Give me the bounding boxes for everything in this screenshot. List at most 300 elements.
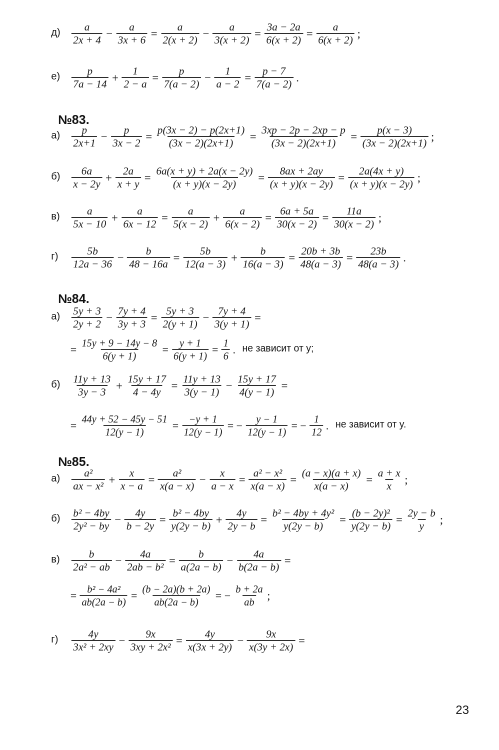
- operator: +: [111, 210, 118, 225]
- numerator: y + 1: [179, 337, 202, 350]
- equation-line: [0, 338, 491, 361]
- operator: =: [249, 129, 257, 144]
- operator: .: [296, 70, 299, 85]
- numerator: 4a: [253, 547, 265, 561]
- numerator: (b − 2y)²: [351, 506, 390, 520]
- denominator: x(a − x): [159, 479, 195, 493]
- numerator: 15y + 17: [127, 372, 167, 386]
- denominator: 12: [311, 425, 322, 438]
- operator: =: [298, 633, 305, 648]
- denominator: (3x − 2)(2x+1): [168, 136, 234, 150]
- equation-line: [0, 374, 491, 398]
- fraction: [179, 549, 223, 573]
- denominator: x − a: [120, 479, 143, 493]
- operator: =: [152, 70, 159, 85]
- operator: =: [254, 26, 262, 41]
- numerator: 9x: [145, 627, 156, 641]
- denominator: (x + y)(x − 2y): [172, 177, 236, 191]
- operator: −: [202, 26, 210, 41]
- fraction: [71, 374, 112, 398]
- denominator: 6(y + 1): [102, 349, 137, 362]
- operator: .: [325, 419, 329, 432]
- numerator: 7y + 4: [117, 304, 146, 318]
- item-label: в): [51, 211, 60, 223]
- operator: = −: [291, 419, 307, 432]
- fraction: [300, 468, 362, 492]
- numerator: b² − 4by: [172, 506, 209, 520]
- numerator: (a − x)(a + x): [301, 466, 361, 480]
- fraction: [121, 206, 158, 230]
- denominator: 4 − 4y: [133, 385, 161, 399]
- operator: −: [106, 26, 113, 41]
- operator: = −: [215, 589, 231, 602]
- operator: =: [159, 512, 166, 527]
- numerator: 4a: [140, 547, 151, 561]
- fraction: [71, 166, 102, 190]
- operator: =: [254, 310, 262, 325]
- fraction: [332, 206, 376, 230]
- operator: =: [288, 250, 296, 265]
- denominator: 12a − 36: [73, 257, 113, 271]
- fraction: [111, 125, 142, 149]
- equation-line: [0, 306, 491, 330]
- fraction: [161, 306, 199, 330]
- numerator: 5b: [200, 244, 211, 258]
- denominator: y(2y − b): [171, 519, 211, 533]
- fraction: [260, 125, 347, 149]
- fraction: [116, 166, 141, 190]
- numerator: 1: [132, 64, 138, 78]
- numerator: 20b + 3b: [301, 244, 341, 258]
- fraction: [316, 22, 354, 46]
- numerator: 9x: [266, 627, 277, 641]
- numerator: 44y + 52 − 45y − 51: [81, 413, 168, 426]
- operator: ;: [417, 170, 421, 185]
- numerator: 15y + 17: [237, 372, 276, 386]
- fraction: [161, 22, 199, 46]
- item-label: б): [51, 171, 61, 183]
- operator: −: [114, 512, 122, 527]
- denominator: 2y − b: [227, 519, 256, 533]
- numerator: p: [123, 123, 130, 137]
- numerator: 7y + 4: [218, 304, 246, 318]
- denominator: 7a − 14: [73, 77, 107, 91]
- fraction: [116, 306, 147, 330]
- numerator: b: [260, 244, 266, 258]
- exercise-heading: №84.: [58, 292, 90, 306]
- denominator: b − 2y: [126, 519, 155, 533]
- denominator: x(3y + 2x): [249, 640, 294, 654]
- denominator: 3x² + 2xy: [73, 640, 114, 654]
- numerator: 3xp − 2p − 2xp − p: [261, 123, 346, 137]
- operator: −: [226, 553, 234, 568]
- fraction: [226, 508, 257, 532]
- numerator: 2a: [122, 164, 134, 178]
- numerator: 11y + 13: [183, 372, 221, 386]
- operator: =: [338, 170, 345, 185]
- numerator: a: [332, 20, 339, 34]
- fraction: [348, 166, 415, 190]
- fraction: [356, 246, 400, 270]
- equation-line: [0, 414, 491, 437]
- equation-line: [0, 629, 491, 653]
- numerator: 11a: [346, 204, 362, 218]
- operator: =: [306, 26, 313, 41]
- denominator: 3(y + 1): [214, 317, 250, 331]
- operator: =: [212, 343, 219, 356]
- operator: +: [215, 512, 223, 527]
- numerator: p: [87, 64, 93, 78]
- fraction: [71, 306, 102, 330]
- numerator: b: [198, 547, 204, 561]
- denominator: (3x − 2)(2x+1): [362, 136, 427, 150]
- numerator: 2a(4x + y): [359, 164, 404, 178]
- fraction: [80, 414, 169, 437]
- fraction: [122, 66, 149, 90]
- numerator: b² − 4by: [73, 506, 110, 520]
- operator: =: [161, 210, 168, 225]
- page-number: 23: [455, 703, 469, 717]
- numerator: 5y + 3: [166, 304, 194, 318]
- fraction: [125, 508, 156, 532]
- fraction: [125, 549, 165, 573]
- numerator: 4y: [204, 627, 215, 641]
- denominator: 2(x + 2): [162, 33, 198, 47]
- operator: +: [108, 472, 116, 487]
- denominator: 2a² − ab: [73, 560, 110, 574]
- numerator: b² − 4by + 4y²: [272, 506, 335, 520]
- operator: +: [230, 250, 238, 265]
- denominator: (3x − 2)(2x+1): [271, 136, 336, 150]
- fraction: [310, 414, 324, 437]
- operator: =: [162, 343, 169, 356]
- operator: =: [172, 419, 179, 432]
- denominator: y(2y − b): [351, 519, 391, 533]
- denominator: 48(a − 3): [358, 257, 399, 271]
- numerator: 1: [314, 413, 320, 426]
- operator: −: [115, 553, 122, 568]
- exercise-heading: №85.: [58, 455, 90, 469]
- numerator: 3a − 2a: [266, 20, 301, 34]
- fraction: [237, 549, 281, 573]
- operator: −: [118, 633, 126, 648]
- operator: =: [395, 512, 403, 527]
- operator: =: [173, 250, 180, 265]
- fraction: [129, 629, 173, 653]
- item-label: а): [51, 473, 61, 485]
- fraction: [376, 468, 402, 492]
- item-label: б): [51, 513, 61, 525]
- operator: =: [366, 472, 373, 487]
- operator: =: [238, 472, 246, 487]
- numerator: a: [187, 204, 194, 218]
- item-label: б): [51, 379, 61, 391]
- denominator: (x + y)(x − 2y): [269, 177, 333, 191]
- operator: =: [281, 378, 288, 393]
- denominator: 6(x + 2): [318, 33, 353, 47]
- operator: .: [232, 343, 236, 356]
- numerator: a: [129, 20, 135, 34]
- numerator: 4y: [236, 506, 247, 520]
- fraction: [241, 246, 285, 270]
- denominator: 4(y − 1): [239, 385, 275, 399]
- numerator: a: [239, 204, 246, 218]
- denominator: (x + y)(x − 2y): [349, 177, 413, 191]
- fraction: [209, 468, 235, 492]
- fraction: [247, 629, 295, 653]
- numerator: p(x − 3): [377, 123, 412, 137]
- denominator: 16(a − 3): [242, 257, 284, 271]
- operator: −: [117, 250, 124, 265]
- fraction: [299, 246, 343, 270]
- denominator: x: [386, 479, 392, 493]
- denominator: 6(x − 2): [225, 217, 260, 231]
- denominator: x(a − x): [250, 479, 285, 493]
- numerator: 4y: [135, 506, 146, 520]
- denominator: 6(y + 1): [173, 349, 207, 362]
- denominator: ax − x²: [73, 479, 104, 493]
- fraction: [156, 125, 247, 149]
- operator: =: [171, 378, 178, 393]
- fraction: [349, 508, 392, 532]
- operator: ;: [267, 589, 271, 602]
- numerator: a: [177, 20, 183, 34]
- operator: =: [350, 129, 358, 144]
- numerator: 6a + 5a: [280, 204, 314, 218]
- operator: +: [105, 170, 113, 185]
- numerator: 5y + 3: [73, 304, 101, 318]
- fraction: [141, 584, 212, 607]
- fraction: [80, 584, 128, 607]
- equation-line: [0, 22, 491, 46]
- operator: =: [169, 553, 176, 568]
- denominator: 2 − a: [123, 77, 147, 91]
- item-label: е): [51, 71, 61, 83]
- operator: −: [237, 633, 244, 648]
- numerator: −y + 1: [188, 413, 218, 426]
- denominator: x + y: [117, 177, 140, 191]
- fraction: [246, 414, 288, 437]
- numerator: 23b: [370, 244, 387, 258]
- fraction: [154, 166, 254, 190]
- numerator: p − 7: [262, 64, 286, 78]
- numerator: b + 2a: [235, 583, 263, 596]
- numerator: 8ax + 2ay: [279, 164, 323, 178]
- denominator: 3y + 3: [117, 317, 146, 331]
- numerator: a² − x²: [253, 466, 283, 480]
- fraction: [172, 338, 209, 361]
- operator: =: [150, 310, 158, 325]
- operator: ;: [431, 129, 435, 144]
- operator: .: [403, 250, 406, 265]
- denominator: 3x + 6: [117, 33, 146, 47]
- numerator: 4y: [88, 627, 99, 641]
- denominator: 2(y + 1): [162, 317, 198, 331]
- equation-line: [0, 166, 491, 190]
- equation-line: [0, 549, 491, 573]
- remark-text: не зависит от y.: [335, 419, 407, 430]
- numerator: p(3x − 2) − p(2x+1): [157, 123, 245, 137]
- fraction: [181, 374, 222, 398]
- operator: =: [339, 512, 346, 527]
- fraction: [236, 374, 278, 398]
- operator: =: [144, 170, 151, 185]
- numerator: a: [229, 20, 235, 34]
- item-label: а): [51, 130, 61, 142]
- fraction: [215, 66, 242, 90]
- fraction: [268, 166, 335, 190]
- numerator: b² − 4a²: [87, 583, 121, 596]
- numerator: p: [81, 123, 88, 137]
- operator: =: [322, 210, 329, 225]
- fraction: [80, 338, 159, 361]
- numerator: 2y − b: [407, 506, 436, 520]
- operator: =: [265, 210, 272, 225]
- denominator: 5x − 10: [73, 217, 107, 231]
- denominator: y(2y − b): [283, 519, 324, 533]
- fraction: [71, 22, 102, 46]
- operator: −: [106, 310, 113, 325]
- denominator: 2y² − by: [73, 519, 110, 533]
- numerator: 11y + 13: [73, 372, 111, 386]
- operator: ;: [378, 210, 382, 225]
- denominator: 6(x + 2): [266, 33, 302, 47]
- fraction: [71, 246, 113, 270]
- operator: =: [346, 250, 353, 265]
- remark-text: не зависит от y;: [242, 343, 314, 354]
- fraction: [71, 206, 108, 230]
- fraction: [213, 22, 251, 46]
- operator: =: [130, 589, 138, 602]
- fraction: [183, 246, 227, 270]
- exercise-heading: №83.: [58, 113, 90, 127]
- numerator: 6a: [81, 164, 93, 178]
- equation-line: [0, 206, 491, 230]
- denominator: 5(x − 2): [173, 217, 209, 231]
- item-label: д): [51, 27, 61, 39]
- operator: =: [70, 343, 77, 356]
- denominator: a − 2: [216, 77, 240, 91]
- item-label: г): [51, 634, 59, 646]
- numerator: b: [88, 547, 95, 561]
- numerator: 1: [223, 337, 229, 350]
- numerator: y − 1: [256, 413, 278, 426]
- equation-line: [0, 125, 491, 149]
- operator: =: [70, 419, 77, 432]
- fraction: [71, 508, 111, 532]
- operator: =: [258, 170, 265, 185]
- fraction: [71, 468, 105, 492]
- fraction: [116, 22, 147, 46]
- operator: ;: [439, 512, 444, 527]
- denominator: 6: [223, 349, 229, 362]
- operator: =: [148, 472, 155, 487]
- operator: =: [145, 129, 153, 144]
- fraction: [169, 508, 212, 532]
- numerator: a²: [84, 466, 93, 480]
- equation-line: [0, 66, 491, 90]
- item-label: в): [51, 554, 60, 566]
- fraction: [172, 206, 210, 230]
- operator: =: [260, 512, 268, 527]
- fraction: [275, 206, 319, 230]
- denominator: 3(x + 2): [214, 33, 250, 47]
- equation-line: [0, 246, 491, 270]
- numerator: p: [178, 64, 185, 78]
- numerator: 5b: [87, 244, 98, 258]
- numerator: a²: [172, 466, 182, 480]
- denominator: 48(a − 3): [300, 257, 342, 271]
- operator: =: [290, 472, 297, 487]
- operator: −: [202, 310, 210, 325]
- denominator: b(2a − b): [238, 560, 280, 574]
- denominator: 3y − 3: [78, 385, 106, 399]
- item-label: а): [51, 311, 61, 323]
- numerator: x: [129, 466, 135, 480]
- fraction: [361, 125, 429, 149]
- equation-line: [0, 584, 491, 607]
- numerator: b: [145, 244, 152, 258]
- fraction: [186, 629, 234, 653]
- operator: ;: [357, 26, 361, 41]
- denominator: 7(a − 2): [163, 77, 200, 91]
- denominator: 12(y − 1): [105, 425, 144, 438]
- operator: =: [176, 633, 183, 648]
- operator: −: [204, 70, 211, 85]
- numerator: 1: [225, 64, 231, 78]
- denominator: 3(y − 1): [184, 385, 220, 399]
- denominator: y: [419, 519, 424, 533]
- denominator: a(2a − b): [180, 560, 222, 574]
- denominator: 48 − 16a: [129, 257, 168, 271]
- fraction: [71, 549, 111, 573]
- operator: =: [244, 70, 252, 85]
- operator: −: [199, 472, 206, 487]
- operator: =: [70, 589, 77, 602]
- denominator: 12(y − 1): [183, 425, 223, 438]
- operator: +: [112, 70, 119, 85]
- operator: −: [100, 129, 108, 144]
- denominator: 12(a − 3): [185, 257, 226, 271]
- denominator: 2ab − b²: [126, 560, 164, 574]
- denominator: 2x+1: [73, 136, 96, 150]
- denominator: 2x + 4: [73, 33, 101, 47]
- item-label: г): [51, 251, 59, 263]
- denominator: 30(x − 2): [333, 217, 375, 231]
- numerator: 6a(x + y) + 2a(x − 2y): [156, 164, 253, 178]
- fraction: [182, 414, 224, 437]
- operator: +: [213, 210, 220, 225]
- fraction: [213, 306, 251, 330]
- fraction: [255, 66, 294, 90]
- denominator: 12(y − 1): [247, 425, 287, 438]
- denominator: 3xy + 2x²: [130, 640, 171, 654]
- denominator: x − 2y: [73, 177, 101, 191]
- numerator: a + x: [377, 466, 401, 480]
- fraction: [271, 508, 336, 532]
- numerator: 15y + 9 − 14y − 8: [81, 337, 158, 350]
- operator: ;: [404, 472, 408, 487]
- operator: =: [284, 553, 291, 568]
- fraction: [162, 66, 201, 90]
- numerator: x: [220, 466, 225, 480]
- fraction: [119, 468, 145, 492]
- operator: =: [150, 26, 158, 41]
- operator: +: [115, 378, 123, 393]
- denominator: ab(2a − b): [81, 595, 126, 608]
- fraction: [249, 468, 287, 492]
- denominator: 2y + 2: [73, 317, 101, 331]
